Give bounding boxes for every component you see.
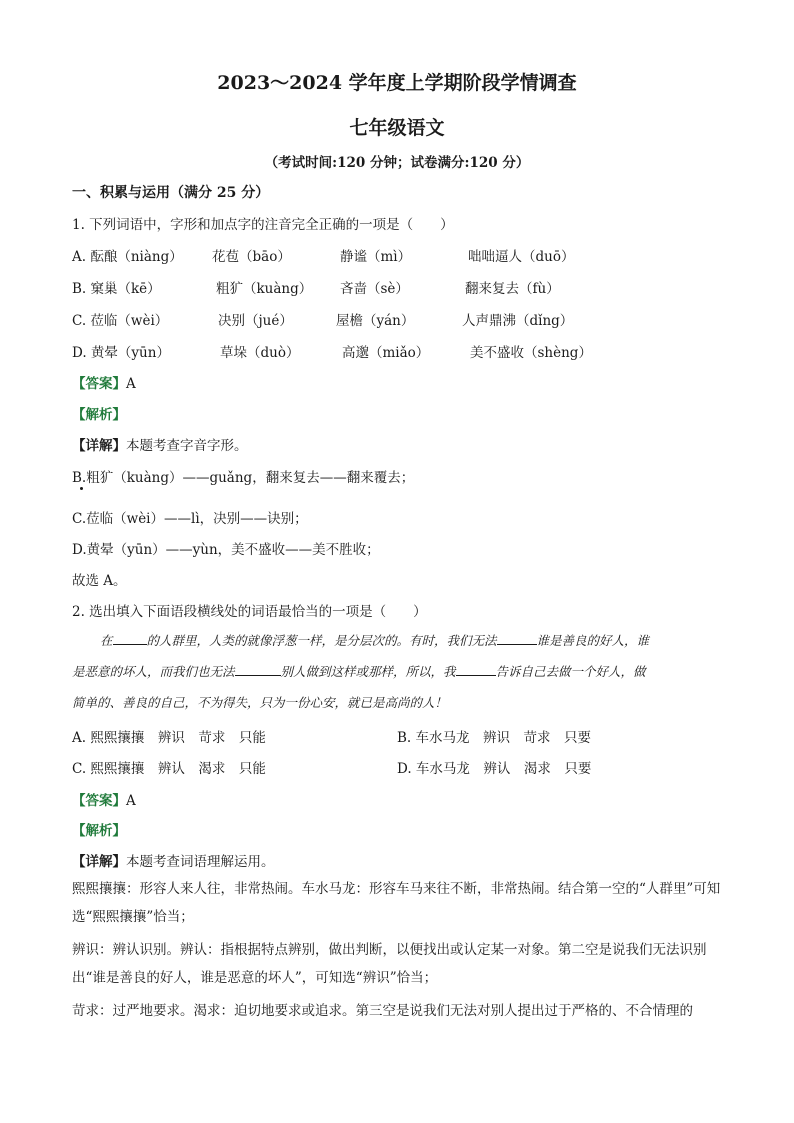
analysis-tag: 【解析】 bbox=[72, 823, 126, 839]
q1-note-c: C.莅临（wèi）——lì，决别——诀别； bbox=[72, 511, 308, 527]
q1-note-d: D.黄晕（yūn）——yùn，美不盛收——美不胜收； bbox=[72, 542, 380, 558]
q2-option-d: D. 车水马龙 辨认 渴求 只要 bbox=[397, 761, 592, 777]
passage-text: 谁是善良的好人，谁 bbox=[536, 633, 650, 648]
blank-2 bbox=[497, 643, 537, 645]
q2-detail: 本题考查词语理解运用。 bbox=[126, 854, 275, 870]
exam-info: （考试时间:120 分钟；试卷满分:120 分） bbox=[264, 155, 530, 171]
q2-passage-line-3: 简单的、善良的自己，不为得失，只为一份心安，就已是高尚的人！ bbox=[72, 695, 448, 710]
blank-3 bbox=[235, 674, 281, 676]
q1-answer: A bbox=[126, 376, 136, 392]
section-heading: 一、积累与运用（满分 25 分） bbox=[72, 185, 270, 201]
q1-option-a-2: 花苞（bāo） bbox=[212, 249, 291, 265]
q2-option-c: C. 熙熙攘攘 辨认 渴求 只能 bbox=[72, 761, 266, 777]
page-title: 2023～2024 学年度上学期阶段学情调查 bbox=[217, 72, 577, 94]
q1-detail-line bbox=[72, 434, 248, 454]
q2-explanation-3: 苛求：过严地要求。渴求：迫切地要求或追求。第三空是说我们无法对别人提出过于严格的、不合情理的 bbox=[72, 1003, 693, 1019]
passage-text: 的人群里，人类的就像浮葱一样，是分层次的。有时，我们无法 bbox=[146, 633, 497, 648]
q1-detail: 本题考查字音字形。 bbox=[126, 438, 248, 454]
detail-tag: 【详解】 bbox=[72, 854, 126, 870]
q2-passage-line-2 bbox=[72, 662, 646, 680]
q1-conclusion: 故选 A。 bbox=[72, 573, 127, 589]
q1-note-b: B.粗犷（kuàng）——guǎng，翻来复去——翻来覆去； bbox=[72, 470, 415, 486]
q2-answer-line bbox=[72, 789, 136, 809]
q1-option-c-3: 屋檐（yán） bbox=[336, 313, 415, 329]
q2-stem: 2. 选出填入下面语段横线处的词语最恰当的一项是（ ） bbox=[72, 604, 427, 620]
q1-option-c-2: 决别（jué） bbox=[218, 313, 293, 329]
detail-tag: 【详解】 bbox=[72, 438, 126, 454]
q2-answer: A bbox=[126, 793, 136, 809]
q2-passage-line-1 bbox=[100, 631, 649, 649]
q1-option-a-4: 咄咄逼人（duō） bbox=[468, 249, 575, 265]
page-subtitle: 七年级语文 bbox=[349, 117, 445, 139]
q1-option-c-1: C. 莅临（wèi） bbox=[72, 313, 169, 329]
q1-stem: 1. 下列词语中，字形和加点字的注音完全正确的一项是（ ） bbox=[72, 217, 454, 233]
passage-text: 别人做到这样或那样，所以，我 bbox=[280, 664, 456, 679]
q1-option-a-1: A. 酝酿（niàng） bbox=[72, 249, 183, 265]
dot-mark bbox=[80, 487, 83, 490]
q2-detail-line bbox=[72, 850, 275, 870]
blank-1 bbox=[113, 643, 147, 645]
q1-option-b-3: 吝啬（sè） bbox=[340, 281, 409, 297]
passage-text: 告诉自己去做一个好人，做 bbox=[495, 664, 646, 679]
q1-option-b-4: 翻来复去（fù） bbox=[465, 281, 560, 297]
q2-option-b: B. 车水马龙 辨识 苛求 只要 bbox=[397, 730, 592, 746]
q1-option-a-3: 静谧（mì） bbox=[340, 249, 412, 265]
answer-tag: 【答案】 bbox=[72, 793, 126, 809]
q2-explanation-2: 辨识：辨认识别。辨认：指根据特点辨别，做出判断，以便找出或认定某一对象。第二空是说我们无法识别出“谁是善良的好人，谁是恶意的坏人”，可知选“辨识”恰当； bbox=[72, 942, 707, 986]
analysis-tag: 【解析】 bbox=[72, 407, 126, 423]
q1-option-b-2: 粗犷（kuàng） bbox=[216, 281, 313, 297]
answer-tag: 【答案】 bbox=[72, 376, 126, 392]
q1-option-d-1: D. 黄晕（yūn） bbox=[72, 345, 170, 361]
passage-text: 是恶意的坏人，而我们也无法 bbox=[72, 664, 235, 679]
q1-option-d-2: 草垛（duò） bbox=[220, 345, 300, 361]
blank-4 bbox=[456, 674, 496, 676]
passage-text: 在 bbox=[100, 633, 113, 648]
q1-option-c-4: 人声鼎沸（dǐng） bbox=[462, 313, 574, 329]
q2-option-a: A. 熙熙攘攘 辨识 苛求 只能 bbox=[72, 730, 266, 746]
q1-option-d-3: 高邈（miǎo） bbox=[342, 345, 430, 361]
q1-answer-line bbox=[72, 372, 136, 392]
q1-option-d-4: 美不盛收（shèng） bbox=[470, 345, 592, 361]
q2-explanation-1: 熙熙攘攘：形容人来人往，非常热闹。车水马龙：形容车马来往不断，非常热闹。结合第一空的“人群里”可知选“熙熙攘攘”恰当； bbox=[72, 881, 721, 925]
q1-option-b-1: B. 窠巢（kē） bbox=[72, 281, 161, 297]
